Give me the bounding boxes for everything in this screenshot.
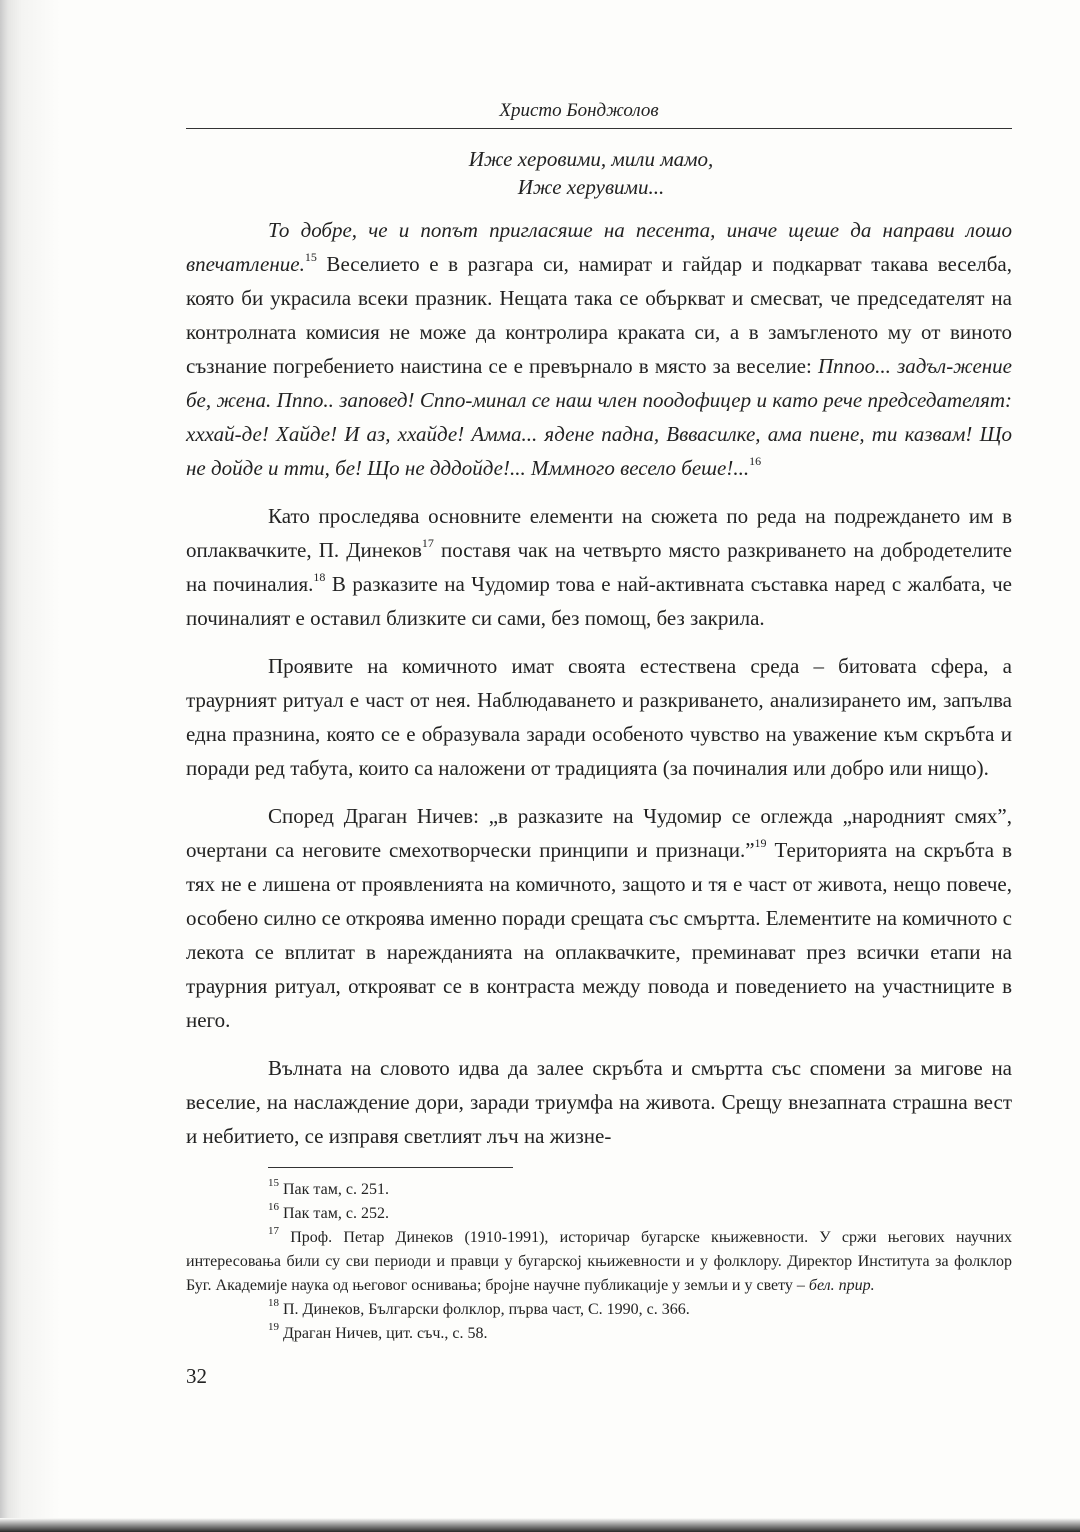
footnote-15-number: 15 [268,1176,279,1189]
footnote-ref-19: 19 [754,836,767,850]
paragraph-5-text: Вълната на словото идва да залее скръбта и смъртта със спомени за мигове на веселие, на наслаждение дори, заради триумфа на живота. Срещу внезапната страшна вест и небитието, се изправя светлият лъч на жизне- [186,1056,1012,1148]
paragraph-1-text: Веселието е в разгара си, намират и гайдар и подкарват такава веселба, която би украсила всеки празник. Нещата така се объркват и смесват, че председателят на контролната комисия не може да контролира краката си, а в замъгленото му от виното съзнание погребението наистина се е превърнало в място за веселие: [186,252,1012,378]
paragraph-2-text-1: Като проследява основните елементи на сюжета по реда на подреждането им в оплаквачките, П. Динеков [186,504,1012,562]
paragraph-1 [186,213,1012,485]
bottom-shadow [0,1518,1080,1532]
paragraph-4 [186,799,1012,1037]
paragraph-2-text-3: В разказите на Чудомир това е най-активната съставка наред с жалбата, че починалият е оставил близките си сами, без помощ, без закрила. [186,572,1012,630]
page-number: 32 [186,1364,207,1388]
book-page [186,100,1012,1389]
paragraph-1-italic-start: То добре, че и попът пригласяше на песента, иначе щеше да направи лошо впечатление. [186,218,1012,276]
footnote-17-italic-tail: бел. прир. [808,1277,875,1294]
paragraph-3 [186,649,1012,785]
verse-line-2: Иже херувими... [517,175,665,199]
paragraph-3-text: Проявите на комичното имат своята естествена среда – битовата сфера, а траурният ритуал е част от нея. Наблюдаването и разкриването, анализирането им, запълва една празнина, която се е образувала заради особеното чувство на уважение към скръбта и поради ред табута, които са наложени от традицията (за починалия или добро или нищо). [186,654,1012,780]
footnote-18 [186,1298,1012,1322]
footnote-15 [186,1178,1012,1202]
paragraph-4-text-1: Според Драган Ничев: „в разказите на Чудомир се оглежда „народният смях”, очертани са неговите смехотворчески принципи и признаци.” [186,804,1012,862]
footnote-18-number: 18 [268,1296,279,1309]
footnote-19-number: 19 [268,1320,279,1333]
footnote-ref-18: 18 [313,570,326,584]
paragraph-5 [186,1051,1012,1153]
footnotes [186,1178,1012,1346]
paragraph-4-text-2: Територията на скръбта в тях не е лишена от проявленията на комичното, защото и тя е част от живота, нещо повече, особено силно се откроява именно поради срещата със смъртта. Елементите на комичното с лекота се вплитат в нарежданията на оплаквачките, преминават през всички етапи на траурния ритуал, открояват се в контраста между повода и поведението на участниците в него. [186,838,1012,1032]
verse-line-1: Иже херовими, мили мамо, [468,147,714,171]
paragraph-2 [186,499,1012,635]
running-head [186,100,1012,128]
footnote-19-text: Драган Ничев, цит. съч., с. 58. [283,1325,488,1342]
footnote-19 [186,1322,1012,1346]
running-head-author: Христо Бонджолов [499,100,659,121]
footnote-ref-15: 15 [304,250,317,264]
header-rule [186,128,1012,129]
footnote-ref-16: 16 [749,454,762,468]
page-edge-shading [0,0,60,1532]
footnote-15-text: Пак там, с. 251. [283,1181,389,1198]
footnote-17 [186,1226,1012,1298]
footnote-16-text: Пак там, с. 252. [283,1205,389,1222]
verse-quote [186,145,1012,201]
footnote-rule [268,1167,513,1168]
paragraph-1-italic-end: Пппоо... задъл-жение бе, жена. Пппо.. заповед! Сппо-минал се наш член поодофицер и като рече председателят: хххай-де! Хайде! И аз, ххайде! Амма... ядене падна, Ввваcилке, ама пиене, ти казвам! Що не дойде и тти, бе! Що не дддойде!... Мммнoго весело беше!... [186,354,1012,480]
footnote-ref-17: 17 [421,536,434,550]
footnote-17-text: Проф. Петар Динеков (1910-1991), историчар бугарске књижевности. У сржи његових научних интересовања били су сви периоди и правци у бугарској књижевности и у фолклору. Директор Института за фолклор Буг. Академије наука од његовог оснивања; бројне научне публикације у земљи и у свету – [186,1229,1013,1294]
footnote-18-text: П. Динеков, Български фолклор, първа част, С. 1990, с. 366. [283,1301,690,1318]
footnote-16-number: 16 [268,1200,279,1213]
paragraph-2-text-2: поставя чак на четвърто място разкриването на добродетелите на починалия. [186,538,1013,596]
footnote-16 [186,1202,1012,1226]
footnote-17-number: 17 [268,1224,279,1237]
